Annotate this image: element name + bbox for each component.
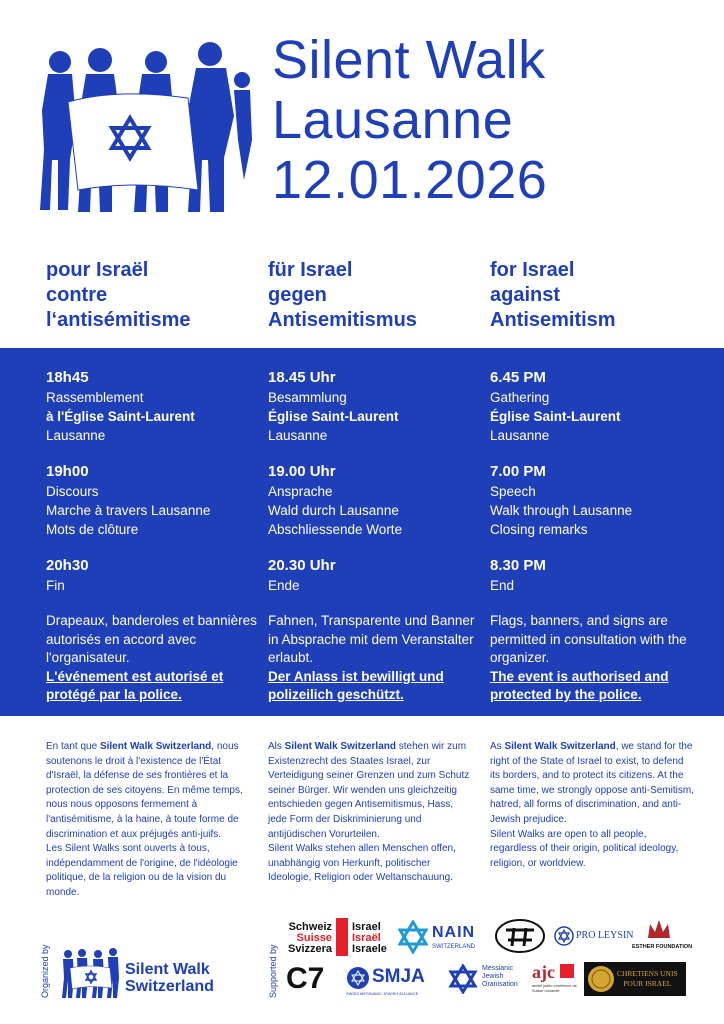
supported-by-label: Supported by xyxy=(268,944,278,998)
pro-leysin-star-icon xyxy=(554,926,574,946)
schweiz-israel-logo: Schweiz Suisse Svizzera Israel Israël Israele xyxy=(288,918,393,958)
slogan-french: pour Israël contre l‘antisémitisme xyxy=(46,259,191,331)
schedule-note: Flags, banners, and signs are permitted in consultation with the organizer. The event is authorised and protected by the police. xyxy=(490,613,687,702)
schedule-block-speech: 19h00 Discours Marche à travers Lausanne Mots de clôture xyxy=(46,463,211,537)
pro-leysin-logo: PRO LEYSIN xyxy=(554,926,624,948)
mission-german: Als Silent Walk Switzerland stehen wir zum Existenzrecht des Staates Israel, zur Verteidigung seiner Grenzen und zum Schutz seiner Bürger. Wir wenden uns gleichzeitig entschieden gegen Antisemitismus, Hass, jede Form der Diskriminierung und antijüdischen Vorurteilen. Silent Walks stehen allen Menschen offen, unabhängig von Herkunft, politischer Ideologie, Religion oder Weltanschauung. xyxy=(268,741,470,884)
organizer-name: Silent Walk Switzerland xyxy=(125,961,214,995)
messianic-jewish-logo: Messianic Jewish Oranisation xyxy=(448,962,524,996)
hebrew-seal-icon xyxy=(494,918,546,954)
mission-french: En tant que Silent Walk Switzerland, nous soutenons le droit à l'existence de l'État d'Israël, la défense de ses frontières et la protection de ses citoyens. En même temps, nous nous opposons fermement à l'antisémitisme, à la haine, à toute forme de discrimination et aux préjugés anti-juifs. Les Silent Walks sont ouverts à tous, indépendamment de l'origine, de l'idéologie politique, de la religion ou de la vision du monde. xyxy=(46,741,243,898)
schedule-band xyxy=(0,348,724,716)
c7-logo: C7 xyxy=(286,962,325,995)
schedule-english xyxy=(490,368,705,705)
smja-globe-icon xyxy=(346,966,370,990)
schedule-block-end: 20h30 Fin xyxy=(46,557,89,593)
chretiens-emblem-icon xyxy=(587,965,615,993)
silent-walk-logo-icon xyxy=(60,948,120,1000)
chretiens-unis-logo: CHRETIENS UNIS POUR ISRAEL xyxy=(584,962,686,996)
ajc-logo: ajc amitié judéo-chrétienne de Suisse romande xyxy=(532,962,577,993)
swiss-cross-icon xyxy=(336,918,348,956)
ajc-cross-icon xyxy=(560,964,574,978)
slogan-english: for Israel against Antisemitism xyxy=(490,259,616,331)
schedule-note: Fahnen, Transparente und Banner in Absprache mit dem Veranstalter erlaubt. Der Anlass ist bewilligt und polizeilich geschützt. xyxy=(268,613,475,702)
nain-logo: NAIN SWITZERLAND xyxy=(398,918,484,956)
messianic-star-icon xyxy=(448,964,478,994)
schedule-block-end: 20.30 Uhr Ende xyxy=(268,557,336,593)
organized-by-label: Organized by xyxy=(40,944,50,998)
schedule-block-gathering: 6.45 PM Gathering Église Saint-Laurent Lausanne xyxy=(490,369,621,443)
mission-english: As Silent Walk Switzerland, we stand for the right of the State of Israel to exist, to defend its borders, and to protect its citizens. At the same time, we strongly oppose anti-Semitism, hatred, all forms of discrimination, and anti-Jewish prejudice. Silent Walks are open to all people, regardless of their origin, political ideology, religion, or worldview. xyxy=(490,741,694,869)
esther-crown-icon xyxy=(646,918,672,942)
schedule-block-speech: 7.00 PM Speech Walk through Lausanne Closing remarks xyxy=(490,463,633,537)
esther-foundation-logo: ESTHER FOUNDATION xyxy=(632,918,688,956)
title-line-2: Lausanne xyxy=(272,90,514,150)
schedule-french xyxy=(46,368,261,705)
schedule-block-gathering: 18.45 Uhr Besammlung Église Saint-Laurent Lausanne xyxy=(268,369,399,443)
nain-star-icon xyxy=(398,920,428,954)
schedule-block-gathering: 18h45 Rassemblement à l'Église Saint-Laurent Lausanne xyxy=(46,369,195,443)
schedule-block-end: 8.30 PM End xyxy=(490,557,546,593)
title-line-1: Silent Walk xyxy=(272,30,546,90)
schedule-block-speech: 19.00 Uhr Ansprache Wald durch Lausanne Abschliessende Worte xyxy=(268,463,403,537)
schedule-note: Drapeaux, banderoles et bannières autorisés en accord avec l'organisateur. L'événement est autorisé et protégé par la police. xyxy=(46,613,257,702)
title-line-3: 12.01.2026 xyxy=(272,150,548,210)
event-title xyxy=(272,30,712,210)
schedule-german xyxy=(268,368,483,705)
slogan-german: für Israel gegen Antisemitismus xyxy=(268,259,417,331)
silhouettes-with-flag-illustration xyxy=(38,40,253,215)
smja-logo: SMJA SWISS MESSIANIC JEWISH ALLIANCE xyxy=(346,966,425,996)
